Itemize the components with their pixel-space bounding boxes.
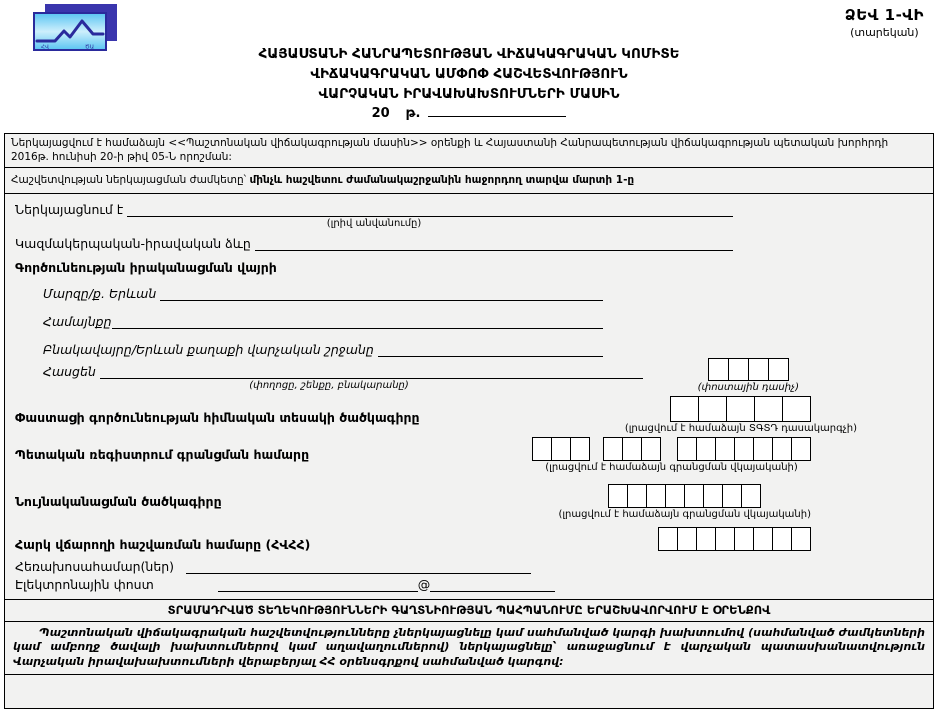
input-cell[interactable] [627,484,647,508]
deadline-value: մինչև հաշվետու ժամանակաշրջանին հաջորդող տարվա մարտի 1-ը [249,174,635,186]
input-cell[interactable] [532,437,552,461]
postal-code-cells [708,358,789,381]
phone-blank[interactable] [186,559,531,574]
region-label: Մարզը/ք. Երևան [43,286,157,301]
input-cell[interactable] [603,437,623,461]
input-cell[interactable] [684,484,704,508]
input-cell[interactable] [677,527,697,551]
form-main-box [4,133,934,709]
logo-text-left: ՀՎ [41,44,50,51]
registry-cells-group1 [532,437,590,461]
activity-location-heading: Գործունեության իրականացման վայրի [15,260,277,275]
input-cell[interactable] [741,484,761,508]
input-cell[interactable] [715,527,735,551]
input-cell[interactable] [772,437,792,461]
email-label: Էլեկտրոնային փոստ [15,577,154,592]
input-cell[interactable] [646,484,666,508]
report-subject: ՎԱՐՉԱԿԱՆ ԻՐԱՎԱԽԱԽՏՈՒՄՆԵՐԻ ՄԱՍԻՆ [318,86,620,102]
input-cell[interactable] [722,484,742,508]
id-code-hint: (լրացվում է համաձայն գրանցման վկայականի) [558,509,811,520]
input-cell[interactable] [734,527,754,551]
form-header [0,0,938,133]
form-code: ՁԵՎ 1-ՎԻ [844,6,924,24]
input-cell[interactable] [698,396,727,422]
form-body [5,194,933,599]
activity-code-hint: (լրացվում է համաձայն ՏԳՏԴ դասակարգչի) [624,423,857,434]
input-cell[interactable] [670,396,699,422]
activity-code-cells [670,396,811,422]
input-cell[interactable] [726,396,755,422]
legal-basis-note: Ներկայացվում է համաձայն <<Պաշտոնական վիճակագրության մասին>> օրենքի և Հայաստանի Հանրապետության վիճակագրության պետական խորհրդի 2016թ. հունիսի 20-ի թիվ 05-Ն որոշման: [5,134,933,168]
phone-row [15,559,923,574]
settlement-row [43,342,603,357]
email-at-sign: @ [417,577,431,592]
input-cell[interactable] [753,527,773,551]
input-cell[interactable] [748,358,769,381]
year-prefix: 20 [371,106,390,121]
deadline-label: Հաշվետվության ներկայացման ժամկետը՝ [11,174,247,186]
email-local-blank[interactable] [218,577,418,592]
registry-row [15,437,923,474]
presented-by-blank[interactable] [127,202,733,217]
activity-code-label: Փաստացի գործունեության հիմնական տեսակի ծածկագիրը [15,410,420,425]
input-cell[interactable] [696,437,716,461]
input-cell[interactable] [772,527,792,551]
form-code-block [845,6,924,39]
registry-cells-group2 [603,437,661,461]
input-cell[interactable] [570,437,590,461]
email-domain-blank[interactable] [430,577,555,592]
postal-hint: (փոստային դասիչ) [697,382,799,393]
id-code-label: Նույնականացման ծածկագիրը [15,494,222,509]
input-cell[interactable] [622,437,642,461]
tin-label: Հարկ վճարողի հաշվառման համարը (ՀՎՀՀ) [15,537,311,552]
input-cell[interactable] [791,437,811,461]
id-code-cells [608,484,761,508]
id-code-row [15,484,923,521]
community-label: Համայնքը [43,314,112,329]
empty-footer-box [5,674,933,708]
region-row [43,286,603,301]
email-row [15,577,923,592]
tin-block [658,527,811,551]
confidentiality-banner: ՏՐԱՄԱԴՐՎԱԾ ՏԵՂԵԿՈՒԹՅՈՒՆՆԵՐԻ ԳԱՂՏՆԻՈՒԹՅԱՆ ՊԱՀՊԱՆՈՒՄԸ ԵՐԱՇԽԱՎՈՐՎՈՒՄ Է ՕՐԵՆՔՈՎ [5,599,933,621]
year-line [0,104,938,121]
input-cell[interactable] [791,527,811,551]
address-block [15,364,923,392]
community-row [43,314,603,329]
registry-block [532,437,811,474]
input-cell[interactable] [782,396,811,422]
presented-by-label: Ներկայացնում է [15,202,124,217]
committee-name: ՀԱՅԱՍՏԱՆԻ ՀԱՆՐԱՊԵՏՈՒԹՅԱՆ ՎԻՃԱԿԱԳՐԱԿԱՆ ԿՈՄԻՏԵ [258,46,680,62]
input-cell[interactable] [715,437,735,461]
logo-text-right: ԾԱ [85,44,94,51]
input-cell[interactable] [641,437,661,461]
input-cell[interactable] [708,358,729,381]
input-cell[interactable] [696,527,716,551]
deadline-note [5,168,933,194]
input-cell[interactable] [677,437,697,461]
tin-row [15,527,923,552]
input-cell[interactable] [728,358,749,381]
address-hint: (փողոցը, շենքը, բնակարանը) [249,380,409,391]
form-titles [0,44,938,104]
input-cell[interactable] [703,484,723,508]
legal-form-label: Կազմակերպական-իրավական ձևը [15,236,251,251]
postal-code-block [698,358,799,394]
phone-label: Հեռախոսահամար(ներ) [15,559,175,574]
year-suffix: թ. [405,106,421,121]
activity-code-row [15,396,923,435]
year-blank-field[interactable] [428,104,566,117]
settlement-label: Բնակավայրը/Երևան քաղաքի վարչական շրջանը [43,342,374,357]
address-label: Հասցեն [43,364,96,379]
form-periodicity: (տարեկան) [850,26,919,39]
input-cell[interactable] [608,484,628,508]
registry-hint: (լրացվում է համաձայն գրանցման վկայականի) [545,462,798,473]
legal-form-blank[interactable] [255,236,733,251]
settlement-blank[interactable] [378,342,603,357]
input-cell[interactable] [753,437,773,461]
input-cell[interactable] [754,396,783,422]
input-cell[interactable] [665,484,685,508]
input-cell[interactable] [768,358,789,381]
input-cell[interactable] [551,437,571,461]
address-blank[interactable] [100,364,643,379]
region-blank[interactable] [160,286,603,301]
id-code-block [558,484,811,521]
legal-form-row [15,236,733,251]
report-type: ՎԻՃԱԿԱԳՐԱԿԱՆ ԱՄՓՈՓ ՀԱՇՎԵՏՎՈՒԹՅՈՒՆ [310,66,628,82]
input-cell[interactable] [734,437,754,461]
liability-warning: Պաշտոնական վիճակագրական հաշվետվությունները չներկայացնելը կամ սահմանված կարգի խախտումով (սահմանված ժամկետների կամ ամբողջ ծավալի խախտումներով կամ աղավաղումներով) ներկայացնելը՝ առաջացնում է վարչական պատասխանատվություն Վարչական իրավախախտումների վերաբերյալ ՀՀ օրենսգրքով սահմանված կարգով: [5,621,933,675]
tin-cells [658,527,811,551]
address-row [43,364,643,379]
community-blank[interactable] [112,314,604,329]
registry-label: Պետական ռեգիստրում գրանցման համարը [15,447,310,462]
full-name-hint: (լրիվ անվանումը) [326,218,422,229]
activity-code-block [625,396,857,435]
presented-by-row [15,202,733,217]
registry-cells-group3 [677,437,811,461]
registry-groups [532,437,811,461]
input-cell[interactable] [658,527,678,551]
